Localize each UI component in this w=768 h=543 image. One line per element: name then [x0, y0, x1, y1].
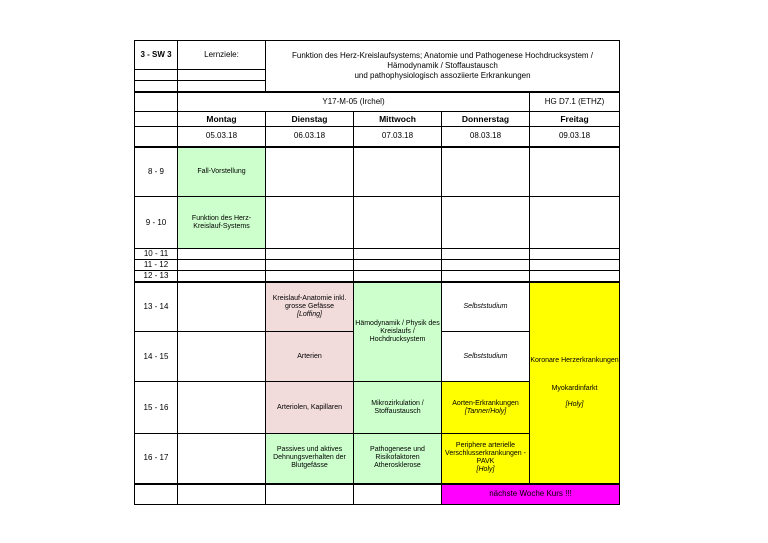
event-lecturer: [Loffing]: [297, 310, 322, 318]
event-cell: Selbststudium: [442, 282, 530, 332]
schedule-table: [134, 40, 620, 505]
event-cell: Fall-Vorstellung: [178, 147, 266, 197]
empty-slot: [178, 382, 266, 434]
event-lecturer: [Tanner/Holy]: [464, 407, 507, 415]
time-slot: 14 - 15: [135, 332, 178, 382]
goals-label: Lernziele:: [178, 41, 266, 70]
empty-slot: [354, 260, 442, 271]
footer-empty-cell: [178, 484, 266, 505]
next-week-note: nächste Woche Kurs !!!: [442, 484, 620, 505]
empty-slot: [530, 249, 620, 260]
event-cell: Passives und aktives Dehnungsverhalten der Blutgefässe: [266, 434, 354, 484]
empty-slot: [530, 260, 620, 271]
time-slot: 11 - 12: [135, 260, 178, 271]
day-name: Montag: [178, 112, 266, 127]
day-date: 05.03.18: [178, 127, 266, 147]
day-date: 07.03.18: [354, 127, 442, 147]
room-friday: HG D7.1 (ETHZ): [530, 92, 620, 112]
event-title: Koronare Herzerkrankungen: [530, 356, 619, 364]
day-name: Dienstag: [266, 112, 354, 127]
empty-slot: [266, 249, 354, 260]
time-slot: 16 - 17: [135, 434, 178, 484]
event-title: Myokardinfarkt: [551, 384, 598, 392]
empty-slot: [442, 260, 530, 271]
empty-slot: [442, 271, 530, 282]
event-lecturer: [Holy]: [565, 400, 584, 408]
empty-slot: [178, 434, 266, 484]
time-slot: 9 - 10: [135, 197, 178, 249]
empty-slot: [530, 271, 620, 282]
spacer: [530, 365, 619, 385]
learning-goals: [266, 41, 620, 92]
empty-slot: [354, 271, 442, 282]
room-main: Y17-M-05 (Irchel): [178, 92, 530, 112]
header-empty-cell: [178, 81, 266, 92]
spacer: [530, 393, 619, 401]
header-empty-cell: [178, 70, 266, 81]
empty-slot: [530, 147, 620, 197]
empty-slot: [266, 197, 354, 249]
event-title: Kreislauf-Anatomie inkl. grosse Gefässe: [272, 294, 347, 310]
header-empty-cell: [135, 81, 178, 92]
time-slot: 15 - 16: [135, 382, 178, 434]
empty-slot: [178, 260, 266, 271]
footer-empty-cell: [354, 484, 442, 505]
empty-slot: [178, 332, 266, 382]
day-date: 08.03.18: [442, 127, 530, 147]
event-lecturer: [Holy]: [476, 466, 495, 474]
empty-slot: [442, 197, 530, 249]
event-title: Aorten-Erkrankungen: [452, 399, 519, 407]
time-slot: 13 - 14: [135, 282, 178, 332]
event-cell: Hämodynamik / Physik des Kreislaufs / Hochdrucksystem: [354, 282, 442, 382]
day-empty-cell: [135, 112, 178, 127]
event-cell: [442, 434, 530, 484]
time-slot: 8 - 9: [135, 147, 178, 197]
event-title: Periphere arterielle Verschlusserkrankungen - PAVK: [445, 442, 526, 466]
day-name: Freitag: [530, 112, 620, 127]
room-empty-cell: [135, 92, 178, 112]
event-cell: Selbststudium: [442, 332, 530, 382]
empty-slot: [354, 197, 442, 249]
event-cell: Mikrozirkulation / Stoffaustausch: [354, 382, 442, 434]
day-date: 06.03.18: [266, 127, 354, 147]
empty-slot: [442, 147, 530, 197]
header-empty-cell: [135, 70, 178, 81]
event-cell: Arterien: [266, 332, 354, 382]
date-empty-cell: [135, 127, 178, 147]
goal-line: Funktion des Herz-Kreislaufsystems; Anatomie und Pathogenese Hochdrucksystem /: [292, 50, 594, 60]
empty-slot: [442, 249, 530, 260]
event-cell: Arteriolen, Kapillaren: [266, 382, 354, 434]
goal-line: Hämodynamik / Stoffaustausch: [387, 60, 498, 70]
empty-slot: [178, 249, 266, 260]
empty-slot: [354, 249, 442, 260]
empty-slot: [178, 282, 266, 332]
goal-line: und pathophysiologisch assoziierte Erkrankungen: [354, 70, 531, 80]
empty-slot: [266, 271, 354, 282]
footer-empty-cell: [266, 484, 354, 505]
event-cell: Pathogenese und Risikofaktoren Atherosklerose: [354, 434, 442, 484]
empty-slot: [354, 147, 442, 197]
empty-slot: [266, 260, 354, 271]
empty-slot: [530, 197, 620, 249]
empty-slot: [178, 271, 266, 282]
schedule-sheet: [134, 40, 619, 514]
time-slot: 10 - 11: [135, 249, 178, 260]
footer-empty-cell: [135, 484, 178, 505]
event-cell: [442, 382, 530, 434]
day-name: Donnerstag: [442, 112, 530, 127]
day-name: Mittwoch: [354, 112, 442, 127]
event-cell: [266, 282, 354, 332]
event-cell: [530, 282, 620, 484]
time-slot: 12 - 13: [135, 271, 178, 282]
week-code: 3 - SW 3: [135, 41, 178, 70]
day-date: 09.03.18: [530, 127, 620, 147]
empty-slot: [266, 147, 354, 197]
event-cell: Funktion des Herz-Kreislauf-Systems: [178, 197, 266, 249]
